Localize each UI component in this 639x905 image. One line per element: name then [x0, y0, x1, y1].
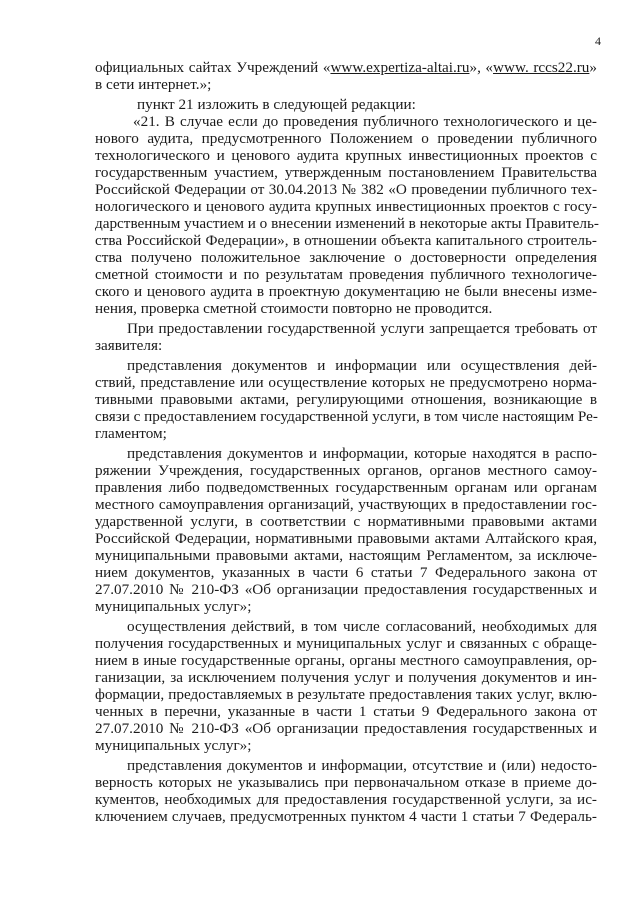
- text-line: в сети интернет.»;: [95, 76, 212, 93]
- text-line: муниципальных услуг»;: [95, 598, 252, 615]
- text-line: представления документов и информации или осуществления дей-: [127, 357, 597, 374]
- text-line: ченных в перечни, указанные в части 1 статьи 9 Федерального закона от: [95, 703, 597, 720]
- text-line: нологического и ценового аудита крупных инвестиционных проектов с госу-: [95, 198, 597, 215]
- text-line: «21. В случае если до проведения публичного технологического и це-: [133, 113, 597, 130]
- text-line: ганизации, за исключением получения услуг и получения документов и ин-: [95, 669, 597, 686]
- text-line: ства получено положительное заключение о достоверности определения: [95, 249, 597, 266]
- link-expertiza-altai[interactable]: www.expertiza-altai.ru: [330, 59, 470, 76]
- text-line: местного самоуправления организаций, участвующих в предоставлении гос-: [95, 496, 597, 513]
- text-line: получения государственных и муниципальных услуг и связанных с обраще-: [95, 635, 597, 652]
- text-line: нового аудита, предусмотренного Положением о проведении публичного: [95, 130, 597, 147]
- text-line: муниципальными правовыми актами, настоящим Регламентом, за исключе-: [95, 547, 597, 564]
- line-1-prefix: официальных сайтах Учреждений «: [95, 59, 331, 76]
- text-line: верность которых не указывались при первоначальном отказе в приеме до-: [95, 774, 597, 791]
- text-line: муниципальных услуг»;: [95, 737, 252, 754]
- text-line: формации, предоставляемых в результате предоставления таких услуг, вклю-: [95, 686, 597, 703]
- text-line: нием документов, указанных в части 6 статьи 7 Федерального закона от: [95, 564, 597, 581]
- text-line: технологического и ценового аудита крупных инвестиционных проектов с: [95, 147, 597, 164]
- text-line: 27.07.2010 № 210-ФЗ «Об организации предоставления государственных и: [95, 720, 597, 737]
- text-line: ряжении Учреждения, государственных органов, органов местного самоу-: [95, 462, 597, 479]
- text-line: гламентом;: [95, 425, 167, 442]
- text-line: осуществления действий, в том числе согласований, необходимых для: [127, 618, 597, 635]
- text-line: Российской Федерации, нормативными правовыми актами Алтайского края,: [95, 530, 597, 547]
- text-line: ствий, представление или осуществление которых не предусмотрено норма-: [95, 374, 597, 391]
- text-line: ударственной услуги, в соответствии с нормативными правовыми актами: [95, 513, 597, 530]
- text-line: Российской Федерации от 30.04.2013 № 382 «О проведении публичного тех-: [95, 181, 597, 198]
- text-line: представления документов и информации, которые находятся в распо-: [127, 445, 597, 462]
- page-number: 4: [595, 34, 601, 48]
- text-line: кументов, необходимых для предоставления государственной услуги, за ис-: [95, 791, 597, 808]
- text-line: заявителя:: [95, 337, 163, 354]
- text-line: представления документов и информации, отсутствие и (или) недосто-: [127, 757, 597, 774]
- text-line: нения, проверка сметной стоимости повторно не проводится.: [95, 300, 493, 317]
- line-1-suffix: »: [589, 59, 597, 76]
- text-line: 27.07.2010 № 210-ФЗ «Об организации предоставления государственных и: [95, 581, 597, 598]
- text-line: пункт 21 изложить в следующей редакции:: [137, 96, 416, 113]
- text-line: государственным участием, утвержденным постановлением Правительства: [95, 164, 597, 181]
- text-line: связи с предоставлением государственной услуги, в том числе настоящим Ре-: [95, 408, 598, 425]
- text-line: правления либо подведомственных государственным органам или органам: [95, 479, 597, 496]
- line-1-separator: », «: [469, 59, 494, 76]
- text-line: При предоставлении государственной услуги запрещается требовать от: [127, 320, 597, 337]
- text-line: ства Российской Федерации», в отношении объекта капитального строитель-: [95, 232, 597, 249]
- text-line: тивными правовыми актами, регулирующими отношения, возникающие в: [95, 391, 597, 408]
- text-line-1: [95, 59, 597, 76]
- text-line: нием в иные государственные органы, органы местного самоуправления, ор-: [95, 652, 597, 669]
- link-rccs22[interactable]: www. rccs22.ru: [493, 59, 590, 76]
- text-line: ского и ценового аудита в проектную документацию не были внесены изме-: [95, 283, 597, 300]
- text-line: ключением случаев, предусмотренных пунктом 4 части 1 статьи 7 Федераль-: [95, 808, 597, 825]
- text-line: сметной стоимости и по результатам проведения публичного технологиче-: [95, 266, 597, 283]
- text-line: дарственным участием и о внесении изменений в некоторые акты Правитель-: [95, 215, 599, 232]
